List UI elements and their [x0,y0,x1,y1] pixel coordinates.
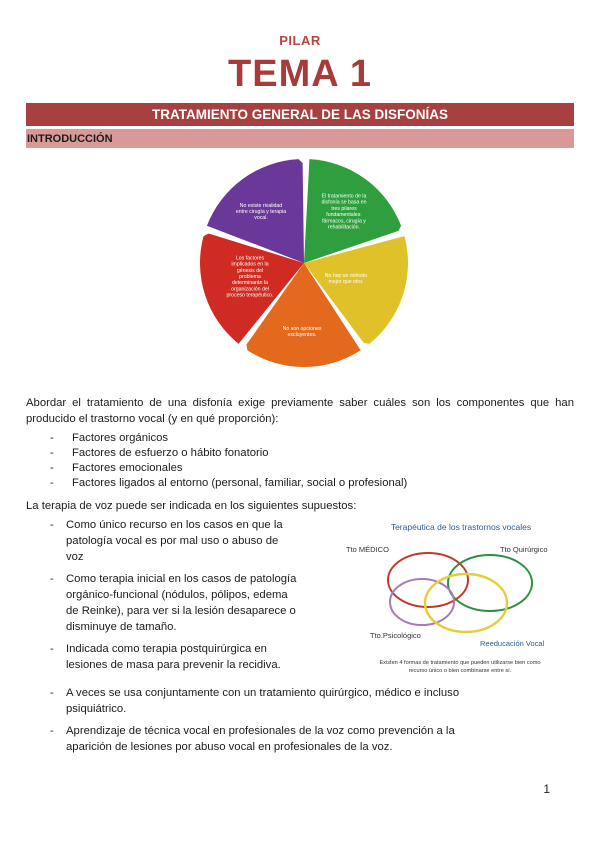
cycle-segment-label: El tratamiento de la disfonía se basa en tres pilares fundamentales: fármacos, cirugía y rehabilitación. [321,193,367,231]
cycle-segment-label: No hay un método mejor que otro. [324,272,368,286]
cycle-segment-label: Los factores implicados en la génesis del problema determinarán la organización del proceso terapéutico. [226,255,274,299]
venn-circle-quirurgico [448,555,532,611]
cycle-diagram [192,150,416,376]
venn-label-reeducacion: Reeducación Vocal [480,639,545,648]
venn-circle-psicologico [390,579,454,625]
page-number: 1 [543,782,550,796]
list-item: - Factores orgánicos [50,432,169,444]
venn-label-medico: Tto MÉDICO [346,545,389,554]
cases-list-wide [50,685,574,755]
therapy-intro: La terapia de voz puede ser indicada en los siguientes supuestos: [26,500,357,512]
factors-list [50,431,407,491]
list-item: - Factores emocionales [50,462,183,474]
venn-diagram [340,518,580,680]
cases-list-narrow [50,517,350,673]
cycle-segment-label: No existe rivalidad entre cirugía y terapia vocal. [235,202,287,222]
intro-paragraph: Abordar el tratamiento de una disfonía exige previamente saber cuáles son los componentes que han producido el trastorno vocal (y en qué proporción): [26,397,574,425]
list-item: - Como único recurso en los casos en que la patología vocal es por mal uso o abuso de voz [50,519,283,563]
page-title: TEMA 1 [228,53,372,95]
venn-circle-reeducacion [425,574,507,632]
list-item: - Factores de esfuerzo o hábito fonatorio [50,447,269,459]
subsection-heading: INTRODUCCIÓN [27,133,113,145]
list-item: - Como terapia inicial en los casos de patología orgánico-funcional (nódulos, pólipos, edema de Reinke), para ver si la lesión desaparece o disminuye de tamaño. [50,573,297,633]
list-item: - Indicada como terapia postquirúrgica en lesiones de masa para prevenir la recidiva. [50,643,281,671]
venn-caption-1: Existen 4 formas de tratamiento que pueden utilizarse bien como [379,660,541,666]
list-item: - Aprendizaje de técnica vocal en profesionales de la voz como prevención a la aparición de lesiones por abuso vocal en profesionales de la voz. [50,725,455,753]
document-kicker: PILAR [279,33,321,48]
cycle-segment-label: No son opciones excluyentes. [282,325,322,339]
list-item: - A veces se usa conjuntamente con un tratamiento quirúrgico, médico e incluso psiquiátrico. [50,687,460,715]
list-item: - Factores ligados al entorno (personal, familiar, social o profesional) [50,477,408,489]
subsection-heading-band [26,129,574,148]
section-heading-band: TRATAMIENTO GENERAL DE LAS DISFONÍAS [26,103,574,126]
venn-label-psicologico: Tto.Psicológico [370,631,421,640]
venn-title: Terapéutica de los trastornos vocales [390,522,532,532]
venn-caption-2: recurso único o bien combinarse entre sí. [408,668,512,674]
venn-label-quirurgico: Tto Quirúrgico [500,545,548,554]
